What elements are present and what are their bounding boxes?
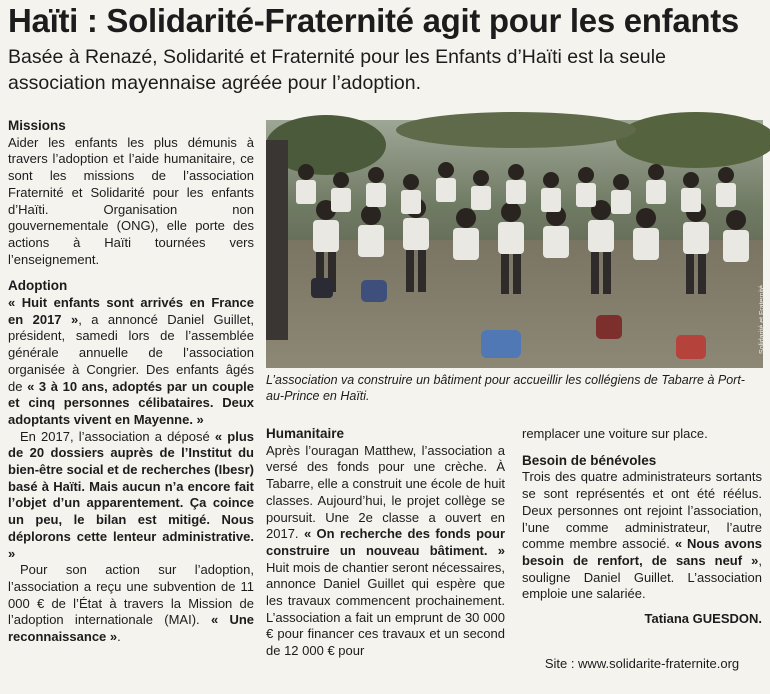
humanitaire-title: Humanitaire: [266, 426, 345, 441]
adoption-text-3: Pour son action sur l’adoption, l’association a reçu une subvention de 11 000 € de l’État à travers la Mission de l’adoption internationale (MAI).: [8, 562, 254, 628]
author-byline: Tatiana GUESDON.: [644, 611, 762, 627]
continuation-text: remplacer une voiture sur place.: [522, 426, 708, 441]
adoption-paragraph-1: [8, 295, 254, 429]
adoption-paragraph-3: [8, 562, 254, 646]
adoption-text-4: .: [117, 629, 121, 645]
photo-schoolchildren: [266, 120, 767, 368]
deck: Basée à Renazé, Solidarité et Fraternité pour les Enfants d’Haïti est la seule association mayennaise agréée pour l’adoption.: [8, 46, 666, 94]
benevoles-title: Besoin de bénévoles: [522, 452, 657, 468]
missions-text: Aider les enfants les plus démunis à travers l’adoption et l’aide humanitaire, ce sont les missions de l’association Fraternité et Solidarité pour les enfants d’Haïti. Organisation non gouvernementale (ONG), elle porte des actions à Haïti tournées vers l’enseignement.: [8, 134, 254, 267]
adoption-quote-4: « Une reconnaissance »: [8, 612, 255, 645]
photo-credit: Solidarité et Fraternité: [759, 285, 767, 354]
headline: Haïti : Solidarité-Fraternité agit pour les enfants: [8, 2, 739, 39]
adoption-title: Adoption: [8, 278, 68, 294]
humanitaire-quote: « On recherche des fonds pour construire un nouveau bâtiment. »: [266, 526, 505, 558]
humanitaire-text-2: Huit mois de chantier seront nécessaires, annonce Daniel Guillet qui espère que les travaux commencent prochainement. L’association a fait un emprunt de 30 000 € pour financer ces travaux et un second de 12 000 € pour: [266, 559, 505, 659]
adoption-quote-2: « 3 à 10 ans, adoptés par un couple et cinq personnes célibataires. Deux adoptants vivent en Mayenne. »: [8, 378, 254, 427]
adoption-text-1: , a annoncé Daniel Guillet, président, samedi lors de l’assemblée générale annuelle de l’association organisée à Congrier. Des enfants âgés de: [8, 311, 254, 394]
adoption-quote-3: « plus de 20 dossiers auprès de l’Institut du bien-être social et de recherches (Ibesr) basé à Haïti. Mais aucun n’a encore fait l’objet d’un apparentement. Ça coince un peu, le bilan est mitigé. Nous déplorons cette lenteur administrative. »: [8, 428, 254, 561]
adoption-paragraph-2: [8, 429, 254, 563]
adoption-text-2: En 2017, l’association a déposé: [20, 428, 215, 444]
column-2: [266, 426, 505, 660]
column-1: [8, 118, 254, 646]
benevoles-paragraph: [522, 469, 762, 603]
website-link[interactable]: Site : www.solidarite-fraternite.org: [544, 655, 740, 671]
adoption-quote-1: « Huit enfants sont arrivés en France en 2017 »: [8, 295, 254, 327]
benevoles-quote: « Nous avons besoin de renfort, de sans neuf »: [522, 536, 762, 568]
missions-title: Missions: [8, 118, 66, 133]
photo-illustration: [266, 120, 763, 368]
column-3: [522, 426, 762, 672]
benevoles-text-2: , souligne Daniel Guillet. L’association emploie une salariée.: [522, 552, 762, 602]
photo-caption: L’association va construire un bâtiment pour accueillir les collégiens de Tabarre à Port-au-Prince en Haïti.: [266, 373, 745, 403]
humanitaire-text-1: Après l’ouragan Matthew, l’association a versé des fonds pour une crèche. À Tabarre, elle a construit une école de huit classes. Aujourd’hui, le projet collège se poursuit. Une 2e classe a ouvert en 2017.: [266, 442, 505, 542]
humanitaire-paragraph: [266, 443, 505, 660]
benevoles-text-1: Trois des quatre administrateurs sortants se sont représentés et ont été réélus. Deux personnes ont rejoint l’association, l’une comme administrateur, l’autre comme membre associé.: [522, 469, 762, 552]
